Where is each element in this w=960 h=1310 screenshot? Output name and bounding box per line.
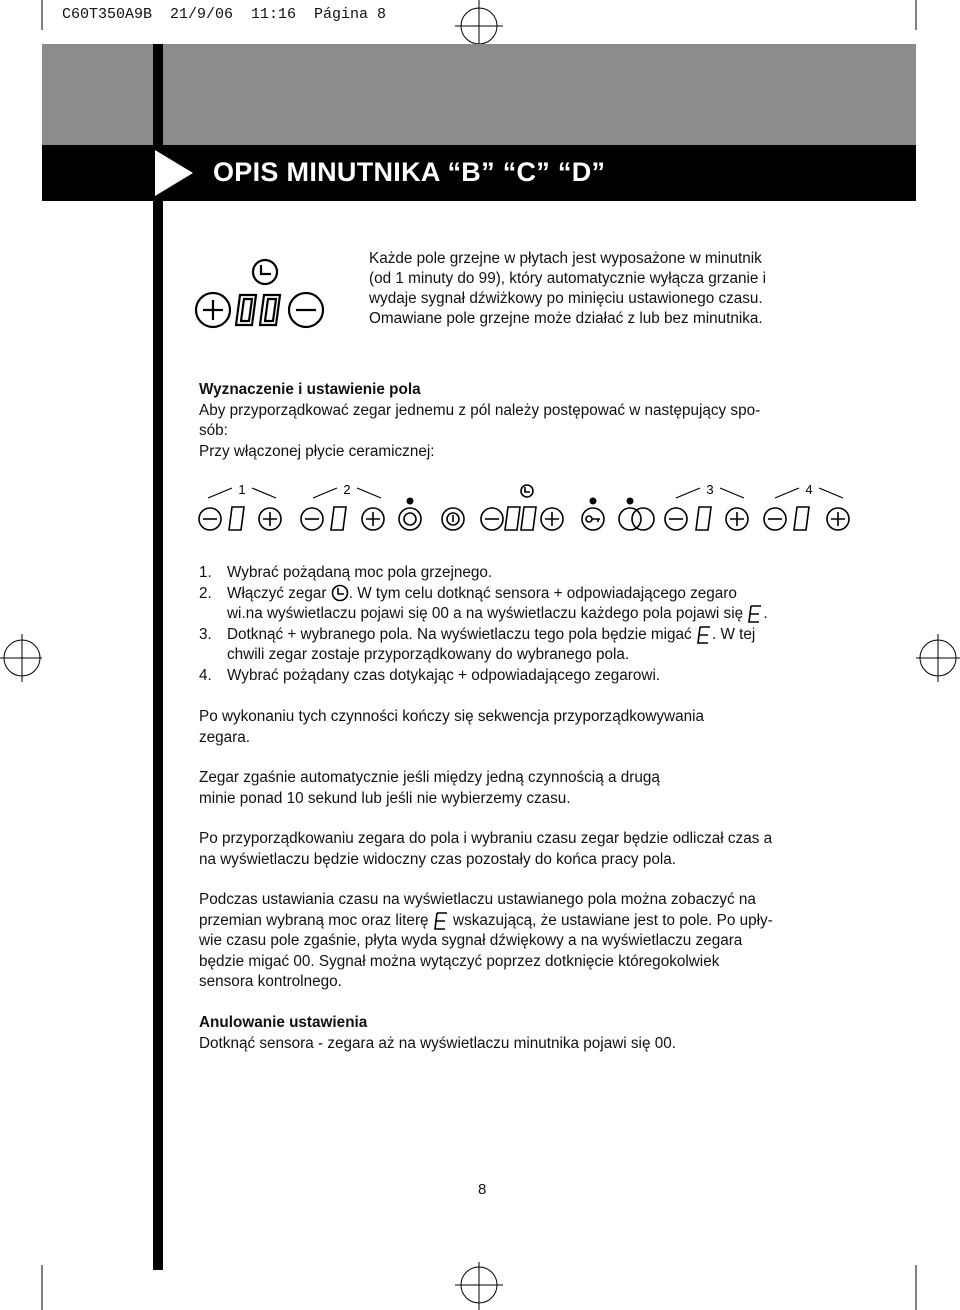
section-heading: Anulowanie ustawienia [199, 1014, 368, 1031]
list-item: 4. Wybrać pożądany czas dotykając + odpowiadającego zegarowi. [199, 666, 661, 684]
timer-control-illustration [193, 258, 343, 338]
control-panel-diagram [190, 480, 860, 542]
page-number: 8 [478, 1181, 487, 1198]
paragraph: Po wykonaniu tych czynności kończy się sekwencja przyporządkowywania zegara. [199, 708, 705, 746]
letter-t-icon [433, 911, 449, 931]
list-item: 3. Dotknąć + wybranego pola. Na wyświetlaczu tego pola będzie migać . W tej chwili zegar zostaje przyporządkowany do wybranego pola. [199, 625, 756, 664]
letter-t-icon [747, 604, 763, 624]
list-item: 2. Włączyć zegar . W tym celu dotknąć sensora + odpowiadającego zegaro wi.na wyświetlaczu pojawi się 00 a na wyświetlaczu każdego pola pojawi się . [199, 584, 768, 623]
timer-display [236, 295, 280, 325]
clock-icon [253, 260, 277, 284]
page-title: OPIS MINUTNIKA “B” “C” “D” [213, 157, 606, 187]
print-slug: C60T350A9B 21/9/06 11:16 Página 8 [62, 6, 387, 23]
minus-icon [289, 293, 323, 327]
zone-label-4: 4 [805, 482, 813, 497]
zone-label-2: 2 [343, 482, 351, 497]
paragraph: Zegar zgaśnie automatycznie jeśli między jedną czynnością a drugą minie ponad 10 sekund lub jeśli nie wybierzemy czasu. [199, 769, 660, 807]
header-gray-band [42, 44, 916, 145]
steps-list [199, 563, 849, 686]
paragraph: Po przyporządkowaniu zegara do pola i wybraniu czasu zegar będzie odliczał czas a na wyświetlaczu będzie widoczny czas pozostały do końca pracy pola. [199, 830, 773, 868]
zone-label-3: 3 [706, 482, 714, 497]
list-item: 1. Wybrać pożądaną moc pola grzejnego. [199, 564, 493, 581]
clock-icon [331, 584, 349, 602]
letter-t-icon [696, 625, 712, 645]
section-heading: Wyznaczenie i ustawienie pola [199, 381, 421, 398]
plus-icon [196, 293, 230, 327]
section-assign: Wyznaczenie i ustawienie pola Aby przyporządkować zegar jednemu z pól należy postępować w następujący spo- sób: Przy włączonej płycie ceramicznej: [199, 380, 849, 462]
paragraph: Podczas ustawiania czasu na wyświetlaczu ustawianego pola można zobaczyć na przemian wybraną moc oraz literę wskazującą, że ustawiane jest to pole. Po upły- wie czasu pole zgaśnie, płyta wyda sygnał dźwiękowy a na wyświetlaczu zegara będzie migać 00. Sygnał można wytączyć poprzez dotknięcie któregokolwiek sensora kontrolnego. [199, 891, 773, 991]
arrow-icon [155, 150, 193, 196]
side-bar [153, 44, 163, 1270]
section-cancel: Anulowanie ustawienia Dotknąć sensora - zegara aż na wyświetlaczu minutnika pojawi się 00. [199, 1013, 849, 1054]
intro-text: Każde pole grzejne w płytach jest wyposażone w minutnik (od 1 minuty do 99), który automatycznie wyłącza grzanie i wydaje sygnał dźwiżkowy po minięciu ustawionego czasu. Omawiane pole grzejne może działać z lub bez minutnika. [369, 250, 767, 327]
zone-label-1: 1 [238, 482, 246, 497]
